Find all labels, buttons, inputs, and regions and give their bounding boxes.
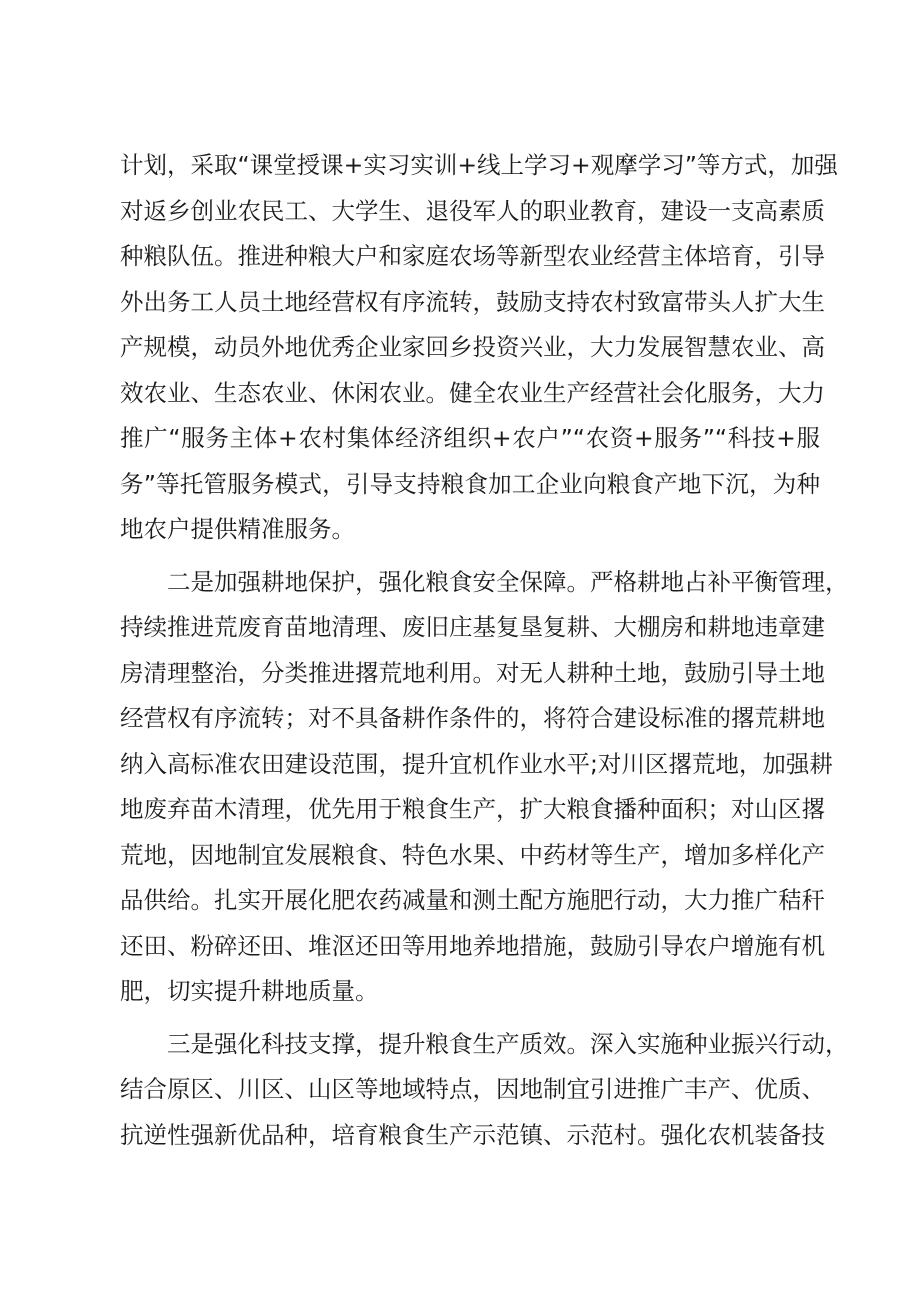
text-line: 还田、粉碎还田、堆沤还田等用地养地措施，鼓励引导农户增施有机 <box>120 931 825 960</box>
text-line: 持续推进荒废育苗地清理、废旧庄基复垦复耕、大棚房和耕地违章建 <box>120 613 825 641</box>
text-line: 结合原区、川区、山区等地域特点，因地制宜引进推广丰产、优质、 <box>120 1075 825 1103</box>
text-line: 推广“服务主体+农村集体经济组织+农户”“农资+服务”“科技+服 <box>120 424 820 452</box>
paragraph-spacer <box>120 553 820 560</box>
text-line: 务”等托管服务模式，引导支持粮食加工企业向粮食产地下沉，为种 <box>120 469 820 498</box>
paragraph-1 <box>120 143 838 553</box>
text-line: 品供给。扎实开展化肥农药减量和测土配方施肥行动，大力推广秸秆 <box>120 886 825 914</box>
text-line: 房清理整治，分类推进撂荒地利用。对无人耕种土地，鼓励引导土地 <box>120 658 825 687</box>
text-line: 种粮队伍。推进种粮大户和家庭农场等新型农业经营主体培育，引导 <box>120 242 825 270</box>
text-line: 二是加强耕地保护，强化粮食安全保障。严格耕地占补平衡管理， <box>167 567 849 596</box>
paragraph-2 <box>120 560 849 1015</box>
text-line: 纳入高标准农田建设范围，提升宜机作业水平;对川区撂荒地，加强耕 <box>120 749 833 778</box>
text-line: 效农业、生态农业、休闲农业。健全农业生产经营社会化服务，大力 <box>120 378 825 407</box>
text-line: 肥，切实提升耕地质量。 <box>120 977 379 1005</box>
text-line: 对返乡创业农民工、大学生、退役军人的职业教育，建设一支高素质 <box>120 196 825 225</box>
text-line: 经营权有序流转；对不具备耕作条件的，将符合建设标准的撂荒耕地 <box>120 704 825 732</box>
text-line: 荒地，因地制宜发展粮食、特色水果、中药材等生产，增加多样化产 <box>120 840 825 869</box>
paragraph-3 <box>120 1022 849 1159</box>
document-body <box>120 143 849 1158</box>
text-line: 外出务工人员土地经营权有序流转，鼓励支持农村致富带头人扩大生 <box>120 287 825 316</box>
paragraph-spacer <box>120 1015 820 1022</box>
text-line: 产规模，动员外地优秀企业家回乡投资兴业，大力发展智慧农业、高 <box>120 333 825 361</box>
text-line: 三是强化科技支撑，提升粮食生产质效。深入实施种业振兴行动， <box>167 1029 849 1058</box>
text-line: 地农户提供精准服务。 <box>120 515 355 543</box>
text-line: 计划，采取“课堂授课+实习实训+线上学习+观摩学习”等方式，加强 <box>120 151 838 179</box>
text-line: 抗逆性强新优品种，培育粮食生产示范镇、示范村。强化农机装备技 <box>120 1120 825 1149</box>
text-line: 地废弃苗木清理，优先用于粮食生产，扩大粮食播种面积；对山区撂 <box>120 795 825 823</box>
